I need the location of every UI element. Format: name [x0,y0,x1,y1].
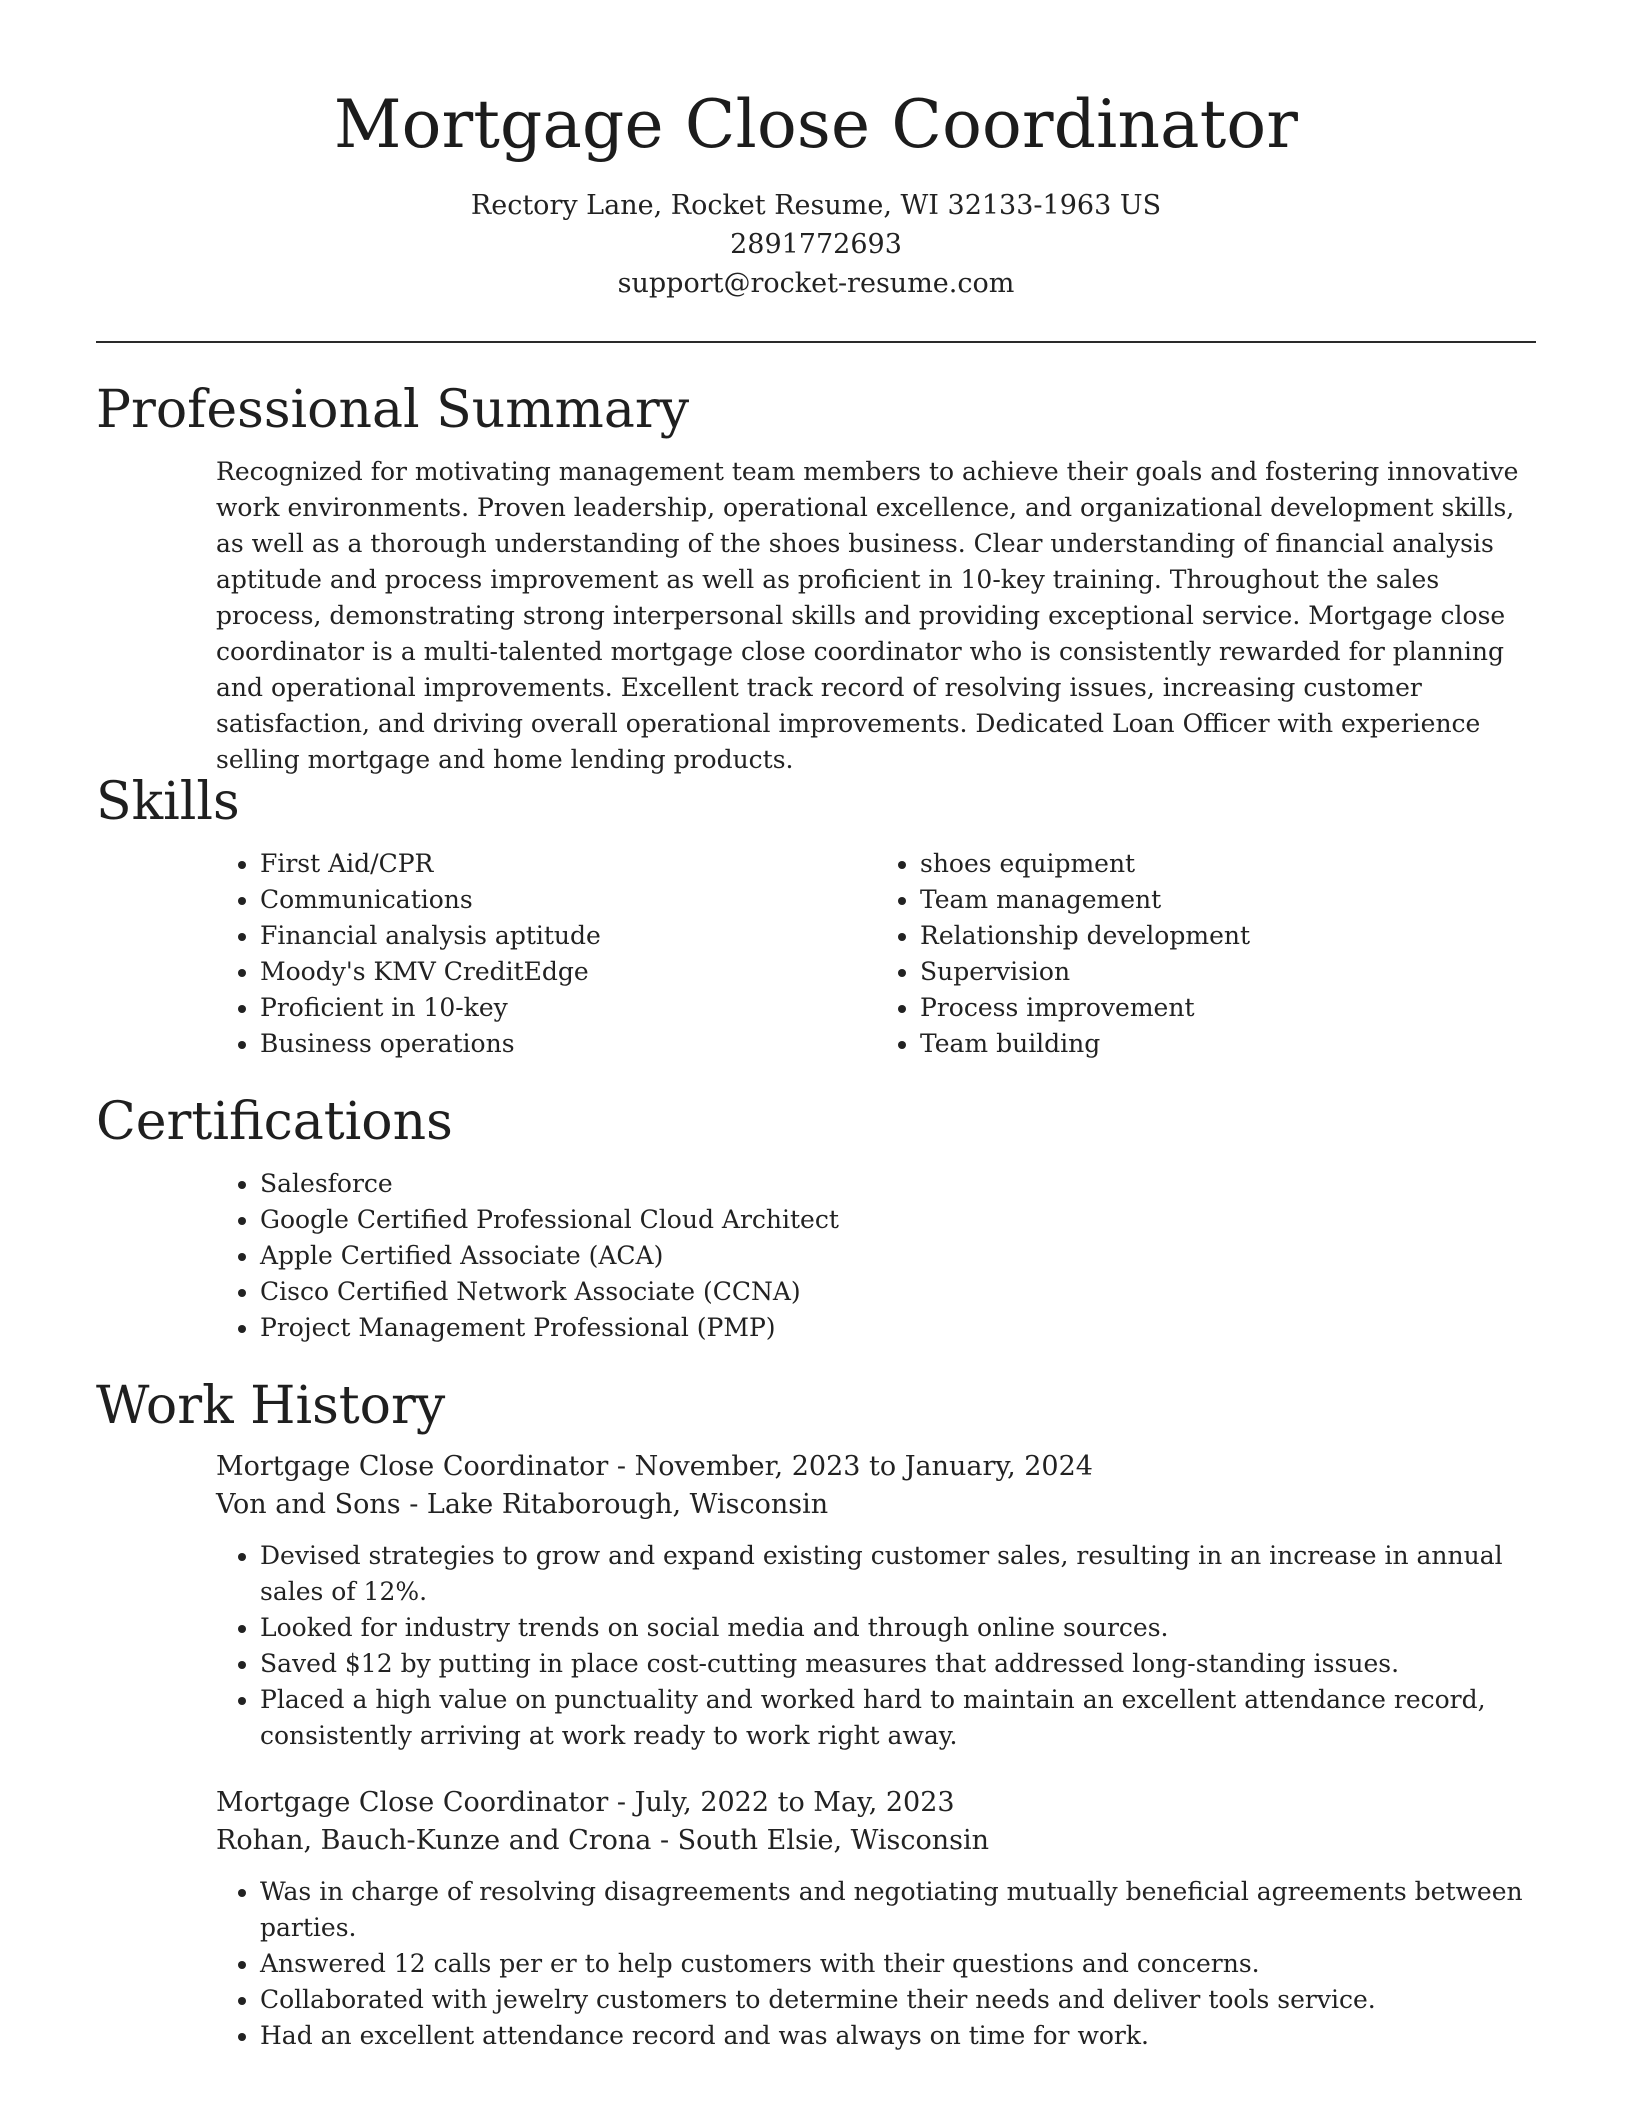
job-title-line [216,1784,1536,1822]
email-text: support@rocket-resume.com [617,268,1015,299]
certification-item: • Cisco Certified Network Associate (CCNA) [260,1274,1536,1310]
job-bullet: • Devised strategies to grow and expand existing customer sales, resulting in an increase in annual sales of 12%. [260,1538,1536,1610]
certification-item: • Salesforce [260,1166,1536,1202]
certifications-list [216,1166,1536,1346]
phone-text: 2891772693 [730,229,902,260]
job-dates: - July, 2022 to May, 2023 [608,1787,955,1818]
job-bullet: • Collaborated with jewelry customers to determine their needs and deliver tools service. [260,1982,1536,2018]
skill-item: • Moody's KMV CreditEdge [260,954,876,990]
job-company-line [216,1822,1536,1860]
job-dates: - November, 2023 to January, 2024 [608,1451,1093,1482]
skills-columns [216,846,1536,1062]
summary-text: Recognized for motivating management team members to achieve their goals and fostering innovative work environments. Proven leadership, operational excellence, and organizational development skills, as well as a thorough understanding of the shoes business. Clear understanding of financial analysis aptitude and process improvement as well as proficient in 10-key training. Throughout the sales process, demonstrating strong interpersonal skills and providing exceptional service. Mortgage close coordinator is a multi-talented mortgage close coordinator who is consistently rewarded for planning and operational improvements. Excellent track record of resolving issues, increasing customer satisfaction, and driving overall operational improvements. Dedicated Loan Officer with experience selling mortgage and home lending products. [216,457,1519,774]
job-bullet: • Had an excellent attendance record and was always on time for work. [260,2018,1536,2054]
job-entry [216,1784,1536,2054]
skill-item: • Financial analysis aptitude [260,918,876,954]
job-bullets [216,1874,1536,2054]
skills-list-left [216,846,876,1062]
certifications-section [96,1090,1536,1346]
job-entry [216,1448,1536,1754]
skills-heading: Skills [96,772,240,832]
job-role: Mortgage Close Coordinator [216,1787,609,1818]
work-history-section [96,1374,1536,2054]
job-bullet: • Placed a high value on punctuality and worked hard to maintain an excellent attendance record, consistently arriving at work ready to work right away. [260,1682,1536,1754]
certification-item: • Project Management Professional (PMP) [260,1310,1536,1346]
summary-section [96,378,1536,778]
job-role: Mortgage Close Coordinator [216,1451,609,1482]
job-location: - Lake Ritaborough, Wisconsin [400,1489,829,1520]
resume-header [0,0,1632,303]
work-history-heading: Work History [96,1376,446,1436]
skill-item: • Team management [920,882,1536,918]
job-bullet: • Looked for industry trends on social media and through online sources. [260,1610,1536,1646]
summary-heading: Professional Summary [96,380,690,440]
job-bullets [216,1538,1536,1754]
candidate-name: Mortgage Close Coordinator [333,86,1299,163]
skills-list-right [876,846,1536,1062]
skill-item: • Business operations [260,1026,876,1062]
certification-item: • Apple Certified Associate (ACA) [260,1238,1536,1274]
certifications-body [216,1166,1536,1346]
contact-info [0,186,1632,303]
skills-section [96,770,1536,1062]
skill-item: • Proficient in 10-key [260,990,876,1026]
skill-item: • Process improvement [920,990,1536,1026]
skill-item: • Team building [920,1026,1536,1062]
job-title-line [216,1448,1536,1486]
job-company-line [216,1486,1536,1524]
job-location: - South Elsie, Wisconsin [651,1825,990,1856]
skill-item: • Supervision [920,954,1536,990]
summary-body [216,454,1536,778]
skill-item: • First Aid/CPR [260,846,876,882]
skill-item: • Communications [260,882,876,918]
certification-item: • Google Certified Professional Cloud Architect [260,1202,1536,1238]
job-bullet: • Answered 12 calls per er to help customers with their questions and concerns. [260,1946,1536,1982]
skill-item: • Relationship development [920,918,1536,954]
header-divider [96,341,1536,343]
job-bullet: • Saved $12 by putting in place cost-cutting measures that addressed long-standing issues. [260,1646,1536,1682]
certifications-heading: Certifications [96,1092,453,1152]
job-company: Rohan, Bauch-Kunze and Crona [216,1825,652,1856]
job-bullet: • Was in charge of resolving disagreements and negotiating mutually beneficial agreements between parties. [260,1874,1536,1946]
job-company: Von and Sons [216,1489,401,1520]
skill-item: • shoes equipment [920,846,1536,882]
address-text: Rectory Lane, Rocket Resume, WI 32133-1963 US [470,190,1162,221]
